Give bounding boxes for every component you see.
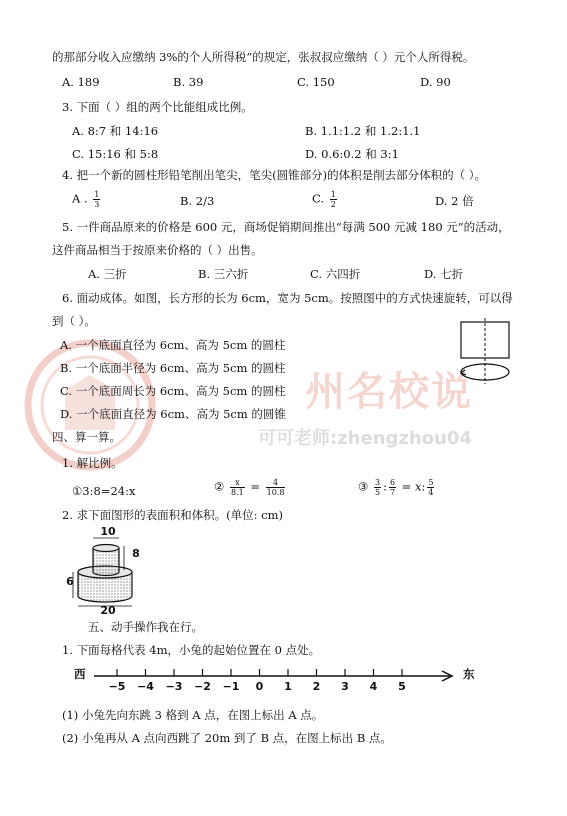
equation-3-fraction-b: $\frac{6}{7}$	[389, 478, 396, 497]
number-line-tick-label: −1	[222, 680, 240, 693]
number-line-tick-label: 0	[255, 680, 264, 693]
dim-bottom-height: 6	[66, 575, 74, 588]
dim-top-width: 10	[100, 525, 116, 538]
q2-option-c: C. 150	[297, 75, 335, 89]
section4-title: 四、算一算。	[52, 430, 121, 444]
q4-option-c-fraction: $\frac{1}{2}$	[330, 190, 336, 209]
q4-option-b: B. 2/3	[180, 194, 215, 208]
number-line-tick-label: 2	[312, 680, 321, 693]
section5-title: 五、动手操作我在行。	[88, 620, 203, 634]
section4-q2-stem: 2. 求下面图形的表面积和体积。(单位: cm)	[62, 508, 283, 522]
q4-option-c-label: C.	[312, 191, 325, 206]
q2-option-d: D. 90	[420, 75, 451, 89]
equation-3: ③ $\frac{3}{5}$ : $\frac{6}{7}$ = x: $\frac{5}{4}$	[358, 478, 434, 497]
q4-option-a-fraction: $\frac{1}{3}$	[94, 190, 100, 209]
equation-2-label: ②	[214, 479, 225, 494]
q3-option-a: A. 8:7 和 14:16	[72, 124, 159, 138]
q5-option-b: B. 三六折	[198, 267, 249, 281]
equals-sign: =	[250, 479, 260, 494]
watermark-subtitle: 可可老师:zhengzhou04	[258, 428, 472, 449]
number-line-tick-label: −3	[165, 680, 183, 693]
q5-option-c: C. 六四折	[310, 267, 361, 281]
section5-part1: (1) 小兔先向东跳 3 格到 A 点，在图上标出 A 点。	[62, 708, 324, 722]
q4-option-a	[72, 190, 102, 209]
q6-option-a: A. 一个底面直径为 6cm、高为 5cm 的圆柱	[60, 338, 286, 352]
number-line-tick-label: −2	[194, 680, 211, 693]
number-line-tick-label: 5	[398, 680, 406, 693]
q6-option-c: C. 一个底面周长为 6cm、高为 5cm 的圆柱	[60, 384, 286, 398]
q5-stem-line2: 这件商品相当于按原来价格的（ ）出售。	[52, 243, 263, 257]
q4-option-c	[312, 190, 339, 209]
q3-option-d: D. 0.6:0.2 和 3:1	[305, 147, 399, 161]
q6-option-d: D. 一个底面直径为 6cm、高为 5cm 的圆锥	[60, 407, 286, 421]
section5-q1-stem: 1. 下面每格代表 4m，小兔的起始位置在 0 点处。	[62, 643, 321, 657]
equation-3-fraction-c: $\frac{5}{4}$	[428, 478, 434, 497]
equation-3-fraction-a: $\frac{3}{5}$	[374, 478, 381, 497]
rotation-figure	[455, 318, 515, 388]
watermark-title: 州名校说	[305, 369, 473, 415]
q6-stem-line1: 6. 面动成体。如图，长方形的长为 6cm，宽为 5cm。按照图中的方式快速旋转，可以得	[62, 291, 513, 305]
q2-stem-continued: 的那部分收入应缴纳 3%的个人所得税”的规定，张叔叔应缴纳（ ）元个人所得税。	[52, 50, 475, 64]
q3-option-b: B. 1.1:1.2 和 1.2:1.1	[305, 124, 421, 138]
number-line-tick-label: −5	[108, 680, 126, 693]
q5-stem-line1: 5. 一件商品原来的价格是 600 元，商场促销期间推出“每满 500 元减 180 元”的活动，	[62, 220, 510, 234]
equation-2-left-fraction: $\frac{x}{8.1}$	[230, 478, 244, 497]
q4-option-d: D. 2 倍	[435, 194, 474, 208]
q3-option-c: C. 15:16 和 5:8	[72, 147, 159, 161]
equation-2-right-fraction: $\frac{4}{10.8}$	[266, 478, 285, 497]
q6-option-b: B. 一个底面半径为 6cm、高为 5cm 的圆柱	[60, 361, 286, 375]
q5-option-a: A. 三折	[88, 267, 127, 281]
section5-part2: (2) 小兔再从 A 点向西跳了 20m 到了 B 点，在图上标出 B 点。	[62, 731, 392, 745]
q4-stem: 4. 把一个新的圆柱形铅笔削出笔尖，笔尖(圆锥部分)的体积是削去部分体积的（ ）。	[62, 168, 487, 182]
east-label: 东	[463, 667, 475, 681]
number-line-tick-label: 1	[284, 680, 292, 693]
q3-stem: 3. 下面（ ）组的两个比能组成比例。	[62, 100, 253, 114]
number-line-tick-label: 3	[341, 680, 349, 693]
equation-2	[214, 478, 287, 497]
equation-3-label: ③	[358, 479, 369, 494]
dim-bottom-width: 20	[100, 604, 116, 617]
equation-1: ①3:8=24:x	[72, 484, 136, 498]
west-label: 西	[74, 667, 86, 681]
q5-option-d: D. 七折	[424, 267, 464, 281]
section4-q1-stem: 1. 解比例。	[62, 456, 123, 470]
q2-option-b: B. 39	[173, 75, 204, 89]
number-line-tick-label: 4	[369, 680, 378, 693]
dim-top-height: 8	[132, 547, 140, 560]
q6-stem-line2: 到（ ）。	[52, 314, 96, 328]
q4-option-a-label: A .	[72, 191, 88, 206]
q2-option-a: A. 189	[62, 75, 100, 89]
number-line-tick-label: −4	[137, 680, 154, 693]
